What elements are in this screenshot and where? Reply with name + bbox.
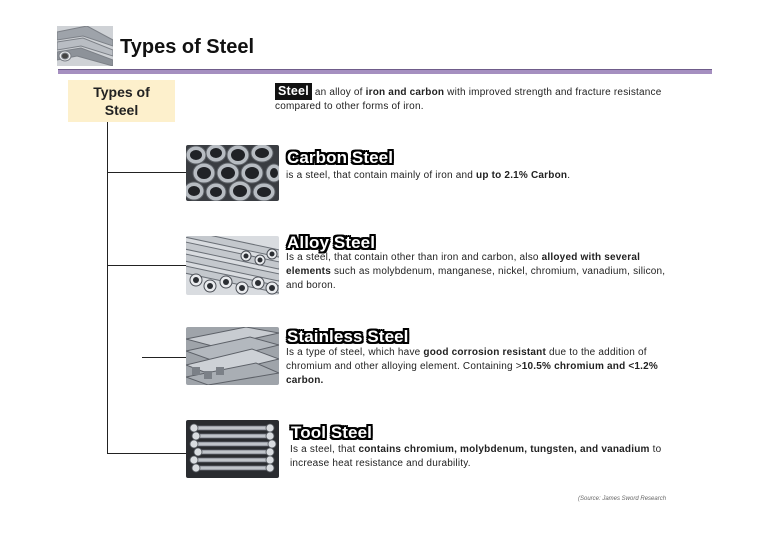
tool-steel-heading: Tool Steel <box>291 423 372 442</box>
desc-text-end: to increase heat resistance and durability. <box>290 444 662 469</box>
stainless-steel-heading: Stainless Steel <box>287 327 409 346</box>
intro-text: an alloy of <box>311 87 366 98</box>
title-divider <box>58 69 712 74</box>
branch-line-stainless <box>142 357 187 358</box>
alloy-steel-heading: Alloy Steel <box>287 233 376 252</box>
stainless-steel-description <box>286 346 686 388</box>
root-label-line1: Types of <box>93 84 150 100</box>
root-node <box>68 80 175 122</box>
desc-bold-2: 10.5% chromium and <1.2% carbon. <box>286 361 659 386</box>
tool-steel-description <box>290 443 690 471</box>
carbon-steel-heading: Carbon Steel <box>287 148 394 167</box>
desc-bold: contains chromium, molybdenum, tungsten, and vanadium <box>358 444 650 455</box>
intro-bold: iron and carbon <box>365 87 445 98</box>
carbon-steel-description <box>286 169 686 183</box>
desc-bold: good corrosion resistant <box>423 347 546 358</box>
branch-line-carbon <box>107 172 187 173</box>
root-label-line2: Steel <box>104 102 139 118</box>
desc-text: Is a type of steel, which have <box>286 347 424 358</box>
desc-text: Is a steel, that <box>290 444 359 455</box>
desc-text-end: such as molybdenum, manganese, nickel, chromium, vanadium, silicon, and boron. <box>286 266 666 291</box>
steel-pipes-icon <box>57 26 113 66</box>
page-title: Types of Steel <box>120 36 255 58</box>
alloy-steel-description <box>286 251 681 293</box>
desc-text: is a steel, that contain mainly of iron and <box>286 170 477 181</box>
steel-definition <box>275 83 675 114</box>
wrench-tools-icon <box>186 420 279 478</box>
steel-tag: Steel <box>275 83 312 100</box>
source-note: (Source: James Sword Research <box>578 496 667 502</box>
desc-bold: up to 2.1% Carbon <box>476 170 568 181</box>
desc-text: Is a steel, that contain other than iron and carbon, also <box>286 252 542 263</box>
desc-text-mid: due to the addition of chromium and other alloying element. Containing > <box>286 347 647 372</box>
desc-text-end: . <box>567 170 571 181</box>
branch-line-alloy <box>107 265 187 266</box>
stainless-steel-bars-icon <box>186 327 279 385</box>
branch-line-tool <box>107 453 187 454</box>
intro-text-2: with improved strength and fracture resistance compared to other forms of iron. <box>275 87 662 112</box>
carbon-steel-pipes-icon <box>186 145 279 201</box>
alloy-steel-tubes-icon <box>186 236 279 295</box>
desc-bold: alloyed with several elements <box>286 252 641 277</box>
